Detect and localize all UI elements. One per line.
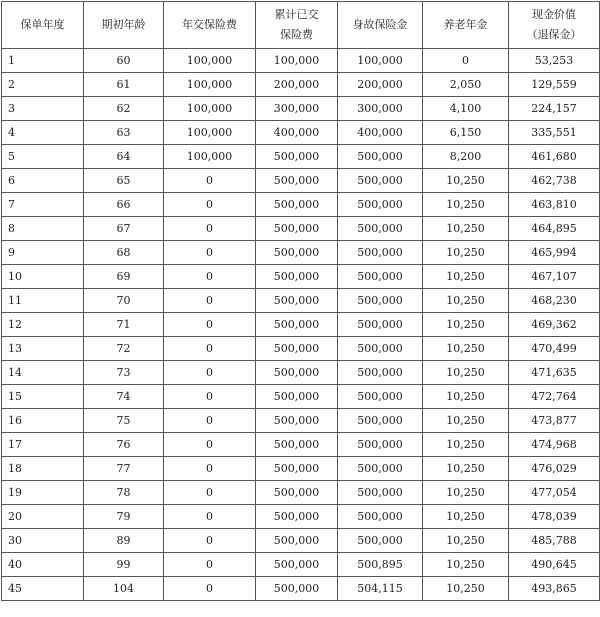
cell-start-age: 79 — [84, 505, 164, 529]
cell-death-benefit: 500,000 — [338, 481, 423, 505]
cell-start-age: 64 — [84, 145, 164, 169]
cell-cumulative-premium: 500,000 — [256, 553, 338, 577]
column-header-annual-premium — [164, 2, 256, 49]
cell-start-age: 76 — [84, 433, 164, 457]
cell-policy-year: 5 — [2, 145, 84, 169]
cell-death-benefit: 500,000 — [338, 505, 423, 529]
cell-death-benefit: 500,000 — [338, 241, 423, 265]
column-header-line: 身故保险金 — [352, 18, 408, 31]
table-row — [2, 361, 600, 385]
cell-cumulative-premium: 500,000 — [256, 385, 338, 409]
column-header-cash-value — [509, 2, 600, 49]
cell-cumulative-premium: 500,000 — [256, 481, 338, 505]
cell-cash-value: 485,788 — [509, 529, 600, 553]
cell-policy-year: 13 — [2, 337, 84, 361]
cell-pension-annuity: 10,250 — [423, 361, 509, 385]
cell-cumulative-premium: 500,000 — [256, 433, 338, 457]
cell-pension-annuity: 10,250 — [423, 217, 509, 241]
cell-policy-year: 14 — [2, 361, 84, 385]
cell-cumulative-premium: 500,000 — [256, 529, 338, 553]
cell-pension-annuity: 10,250 — [423, 409, 509, 433]
table-row — [2, 121, 600, 145]
cell-policy-year: 15 — [2, 385, 84, 409]
cell-policy-year: 18 — [2, 457, 84, 481]
cell-cumulative-premium: 500,000 — [256, 289, 338, 313]
table-row — [2, 313, 600, 337]
cell-cash-value: 477,054 — [509, 481, 600, 505]
cell-policy-year: 11 — [2, 289, 84, 313]
cell-death-benefit: 500,000 — [338, 193, 423, 217]
cell-pension-annuity: 10,250 — [423, 313, 509, 337]
cell-start-age: 78 — [84, 481, 164, 505]
column-header-line: 年交保险费 — [182, 18, 237, 31]
cell-start-age: 69 — [84, 265, 164, 289]
cell-cumulative-premium: 500,000 — [256, 409, 338, 433]
cell-annual-premium: 0 — [164, 169, 256, 193]
cell-cash-value: 463,810 — [509, 193, 600, 217]
cell-pension-annuity: 10,250 — [423, 241, 509, 265]
table-row — [2, 385, 600, 409]
cell-death-benefit: 500,000 — [338, 169, 423, 193]
table-row — [2, 505, 600, 529]
column-header-line: 现金价值 — [532, 8, 576, 21]
column-header-start-age — [84, 2, 164, 49]
cell-annual-premium: 0 — [164, 457, 256, 481]
cell-annual-premium: 100,000 — [164, 145, 256, 169]
cell-cash-value: 470,499 — [509, 337, 600, 361]
cell-annual-premium: 0 — [164, 193, 256, 217]
cell-policy-year: 45 — [2, 577, 84, 601]
cell-start-age: 89 — [84, 529, 164, 553]
cell-pension-annuity: 10,250 — [423, 481, 509, 505]
table-row — [2, 97, 600, 121]
cell-annual-premium: 0 — [164, 361, 256, 385]
cell-annual-premium: 0 — [164, 409, 256, 433]
cell-pension-annuity: 6,150 — [423, 121, 509, 145]
insurance-benefit-table — [1, 1, 600, 601]
cell-start-age: 66 — [84, 193, 164, 217]
cell-cash-value: 465,994 — [509, 241, 600, 265]
cell-pension-annuity: 10,250 — [423, 577, 509, 601]
cell-cash-value: 464,895 — [509, 217, 600, 241]
column-header-cumulative-premium — [256, 2, 338, 49]
cell-cash-value: 490,645 — [509, 553, 600, 577]
table-row — [2, 145, 600, 169]
cell-cash-value: 129,559 — [509, 73, 600, 97]
column-header-line: （退保金） — [526, 28, 582, 41]
cell-cash-value: 53,253 — [509, 49, 600, 73]
cell-cash-value: 468,230 — [509, 289, 600, 313]
table-row — [2, 241, 600, 265]
cell-cumulative-premium: 500,000 — [256, 361, 338, 385]
cell-start-age: 62 — [84, 97, 164, 121]
cell-death-benefit: 504,115 — [338, 577, 423, 601]
cell-policy-year: 19 — [2, 481, 84, 505]
table-row — [2, 337, 600, 361]
cell-start-age: 61 — [84, 73, 164, 97]
cell-policy-year: 17 — [2, 433, 84, 457]
cell-cash-value: 462,738 — [509, 169, 600, 193]
cell-death-benefit: 300,000 — [338, 97, 423, 121]
cell-pension-annuity: 0 — [423, 49, 509, 73]
cell-annual-premium: 0 — [164, 241, 256, 265]
cell-cumulative-premium: 100,000 — [256, 49, 338, 73]
cell-death-benefit: 500,000 — [338, 217, 423, 241]
cell-start-age: 70 — [84, 289, 164, 313]
cell-death-benefit: 500,000 — [338, 433, 423, 457]
cell-cumulative-premium: 500,000 — [256, 313, 338, 337]
cell-cash-value: 224,157 — [509, 97, 600, 121]
cell-policy-year: 16 — [2, 409, 84, 433]
cell-cumulative-premium: 200,000 — [256, 73, 338, 97]
cell-start-age: 77 — [84, 457, 164, 481]
cell-pension-annuity: 10,250 — [423, 337, 509, 361]
table-row — [2, 217, 600, 241]
cell-pension-annuity: 10,250 — [423, 193, 509, 217]
column-header-line: 保单年度 — [20, 18, 65, 31]
cell-death-benefit: 400,000 — [338, 121, 423, 145]
cell-annual-premium: 0 — [164, 265, 256, 289]
table-row — [2, 553, 600, 577]
cell-annual-premium: 0 — [164, 217, 256, 241]
cell-cash-value: 471,635 — [509, 361, 600, 385]
cell-death-benefit: 500,000 — [338, 529, 423, 553]
cell-cash-value: 474,968 — [509, 433, 600, 457]
cell-cumulative-premium: 500,000 — [256, 145, 338, 169]
cell-cash-value: 461,680 — [509, 145, 600, 169]
cell-start-age: 104 — [84, 577, 164, 601]
cell-start-age: 63 — [84, 121, 164, 145]
cell-annual-premium: 100,000 — [164, 97, 256, 121]
column-header-line: 期初年龄 — [101, 18, 146, 31]
cell-annual-premium: 0 — [164, 313, 256, 337]
cell-death-benefit: 500,000 — [338, 289, 423, 313]
cell-annual-premium: 0 — [164, 289, 256, 313]
table-header — [2, 2, 600, 49]
cell-policy-year: 8 — [2, 217, 84, 241]
cell-start-age: 65 — [84, 169, 164, 193]
cell-policy-year: 40 — [2, 553, 84, 577]
cell-death-benefit: 500,895 — [338, 553, 423, 577]
table-row — [2, 457, 600, 481]
cell-death-benefit: 500,000 — [338, 313, 423, 337]
cell-policy-year: 1 — [2, 49, 84, 73]
table-row — [2, 73, 600, 97]
cell-cash-value: 493,865 — [509, 577, 600, 601]
cell-start-age: 73 — [84, 361, 164, 385]
cell-pension-annuity: 10,250 — [423, 529, 509, 553]
cell-death-benefit: 100,000 — [338, 49, 423, 73]
cell-death-benefit: 200,000 — [338, 73, 423, 97]
cell-policy-year: 10 — [2, 265, 84, 289]
cell-death-benefit: 500,000 — [338, 361, 423, 385]
cell-start-age: 75 — [84, 409, 164, 433]
cell-annual-premium: 100,000 — [164, 73, 256, 97]
cell-death-benefit: 500,000 — [338, 337, 423, 361]
cell-pension-annuity: 10,250 — [423, 169, 509, 193]
cell-annual-premium: 100,000 — [164, 121, 256, 145]
cell-death-benefit: 500,000 — [338, 409, 423, 433]
table-row — [2, 529, 600, 553]
cell-cash-value: 335,551 — [509, 121, 600, 145]
cell-policy-year: 7 — [2, 193, 84, 217]
cell-cash-value: 476,029 — [509, 457, 600, 481]
table-row — [2, 481, 600, 505]
column-header-line: 养老年金 — [443, 18, 488, 31]
cell-annual-premium: 0 — [164, 385, 256, 409]
cell-pension-annuity: 2,050 — [423, 73, 509, 97]
cell-cumulative-premium: 500,000 — [256, 265, 338, 289]
cell-cash-value: 478,039 — [509, 505, 600, 529]
cell-start-age: 60 — [84, 49, 164, 73]
cell-start-age: 68 — [84, 241, 164, 265]
cell-pension-annuity: 10,250 — [423, 289, 509, 313]
cell-annual-premium: 0 — [164, 577, 256, 601]
cell-policy-year: 20 — [2, 505, 84, 529]
cell-annual-premium: 100,000 — [164, 49, 256, 73]
header-row — [2, 2, 600, 49]
cell-death-benefit: 500,000 — [338, 265, 423, 289]
cell-pension-annuity: 10,250 — [423, 457, 509, 481]
column-header-death-benefit — [338, 2, 423, 49]
cell-start-age: 74 — [84, 385, 164, 409]
cell-cumulative-premium: 500,000 — [256, 457, 338, 481]
cell-cumulative-premium: 400,000 — [256, 121, 338, 145]
cell-cash-value: 467,107 — [509, 265, 600, 289]
table-row — [2, 577, 600, 601]
cell-cash-value: 473,877 — [509, 409, 600, 433]
cell-pension-annuity: 10,250 — [423, 385, 509, 409]
cell-cumulative-premium: 300,000 — [256, 97, 338, 121]
cell-cumulative-premium: 500,000 — [256, 577, 338, 601]
cell-cumulative-premium: 500,000 — [256, 217, 338, 241]
cell-annual-premium: 0 — [164, 505, 256, 529]
column-header-line: 保险费 — [280, 28, 313, 41]
cell-pension-annuity: 10,250 — [423, 553, 509, 577]
cell-cash-value: 472,764 — [509, 385, 600, 409]
cell-cumulative-premium: 500,000 — [256, 193, 338, 217]
table-row — [2, 49, 600, 73]
cell-policy-year: 12 — [2, 313, 84, 337]
cell-cumulative-premium: 500,000 — [256, 505, 338, 529]
table-row — [2, 193, 600, 217]
table-row — [2, 289, 600, 313]
column-header-line: 累计已交 — [274, 8, 319, 21]
cell-start-age: 67 — [84, 217, 164, 241]
cell-cumulative-premium: 500,000 — [256, 241, 338, 265]
cell-pension-annuity: 10,250 — [423, 265, 509, 289]
table-row — [2, 409, 600, 433]
cell-death-benefit: 500,000 — [338, 385, 423, 409]
cell-death-benefit: 500,000 — [338, 145, 423, 169]
cell-pension-annuity: 4,100 — [423, 97, 509, 121]
cell-pension-annuity: 8,200 — [423, 145, 509, 169]
cell-cash-value: 469,362 — [509, 313, 600, 337]
table-body — [2, 49, 600, 601]
cell-policy-year: 3 — [2, 97, 84, 121]
cell-start-age: 72 — [84, 337, 164, 361]
cell-start-age: 99 — [84, 553, 164, 577]
cell-annual-premium: 0 — [164, 433, 256, 457]
cell-policy-year: 4 — [2, 121, 84, 145]
table-row — [2, 169, 600, 193]
cell-annual-premium: 0 — [164, 529, 256, 553]
column-header-pension-annuity — [423, 2, 509, 49]
cell-cumulative-premium: 500,000 — [256, 337, 338, 361]
table-row — [2, 265, 600, 289]
cell-start-age: 71 — [84, 313, 164, 337]
column-header-policy-year — [2, 2, 84, 49]
cell-policy-year: 9 — [2, 241, 84, 265]
cell-policy-year: 2 — [2, 73, 84, 97]
cell-annual-premium: 0 — [164, 337, 256, 361]
cell-policy-year: 30 — [2, 529, 84, 553]
table-row — [2, 433, 600, 457]
cell-pension-annuity: 10,250 — [423, 505, 509, 529]
cell-cumulative-premium: 500,000 — [256, 169, 338, 193]
cell-annual-premium: 0 — [164, 481, 256, 505]
cell-death-benefit: 500,000 — [338, 457, 423, 481]
cell-pension-annuity: 10,250 — [423, 433, 509, 457]
cell-annual-premium: 0 — [164, 553, 256, 577]
cell-policy-year: 6 — [2, 169, 84, 193]
